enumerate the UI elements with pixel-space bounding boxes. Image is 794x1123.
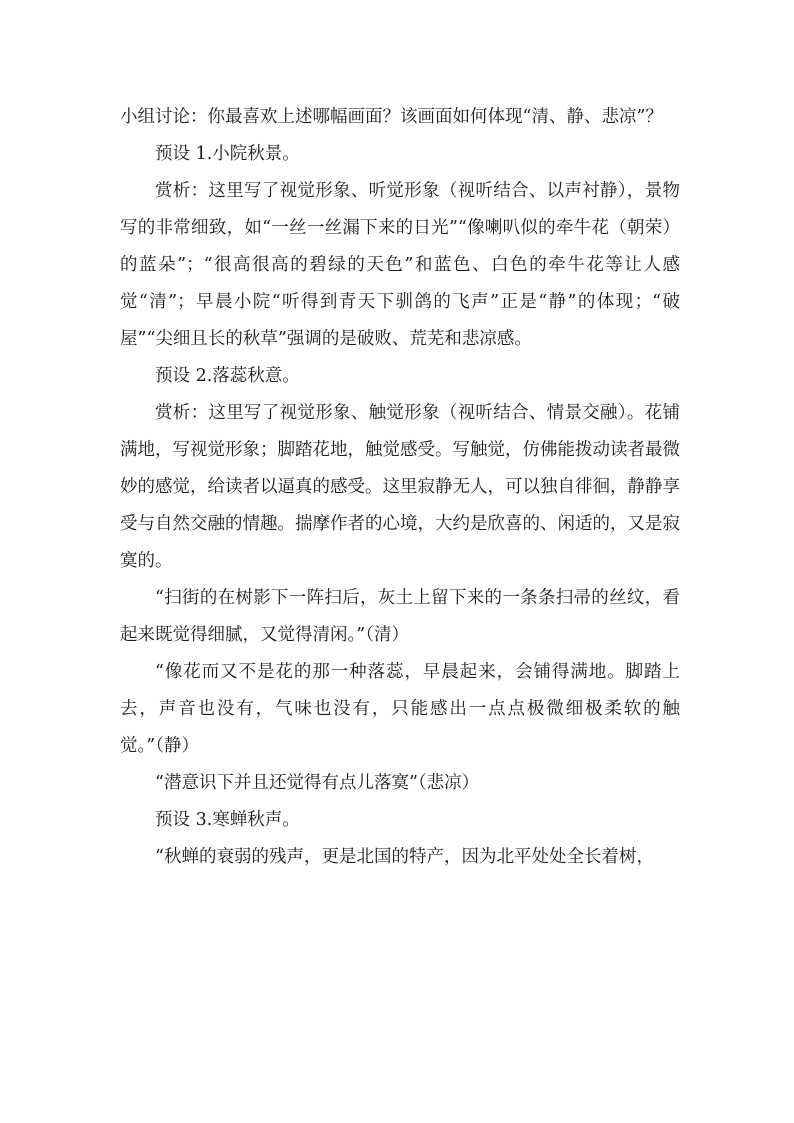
preset-2-heading: 预设 2.落蕊秋意。 <box>155 366 300 386</box>
document-page <box>120 99 680 876</box>
quote-qing: “扫街的在树影下一阵扫后，灰土上留下来的一条条扫帚的丝纹，看起来既觉得细腻，又觉得清闲。”（清） <box>120 588 680 645</box>
discussion-prompt: 小组讨论：你最喜欢上述哪幅画面？该画面如何体现“清、静、悲凉”？ <box>120 107 663 127</box>
preset-1-heading: 预设 1.小院秋景。 <box>155 144 300 164</box>
quote-cicada: “秋蝉的衰弱的残声，更是北国的特产，因为北平处处全长着树， <box>155 847 654 867</box>
quote-beiliang: “潜意识下并且还觉得有点儿落寞”（悲凉） <box>155 773 480 793</box>
preset-2-analysis: 赏析：这里写了视觉形象、触觉形象（视听结合、情景交融）。花铺满地，写视觉形象；脚踏花地，触觉感受。写触觉，仿佛能拨动读者最微妙的感觉，给读者以逼真的感受。这里寂静无人，可以独自徘徊，静静享受与自然交融的情趣。揣摩作者的心境，大约是欣喜的、闲适的，又是寂寞的。 <box>120 403 680 571</box>
preset-3-heading: 预设 3.寒蝉秋声。 <box>155 810 300 830</box>
preset-1-analysis: 赏析：这里写了视觉形象、听觉形象（视听结合、以声衬静），景物写的非常细致，如“一丝一丝漏下来的日光”“像喇叭似的牵牛花（朝荣）的蓝朵”；“很高很高的碧绿的天色”和蓝色、白色的牵牛花等让人感觉“清”；早晨小院“听得到青天下驯鸽的飞声”正是“静”的体现；“破屋”“尖细且长的秋草”强调的是破败、荒芜和悲凉感。 <box>120 181 680 349</box>
quote-jing: “像花而又不是花的那一种落蕊，早晨起来，会铺得满地。脚踏上去，声音也没有，气味也没有，只能感出一点点极微细极柔软的触觉。”（静） <box>120 662 680 756</box>
